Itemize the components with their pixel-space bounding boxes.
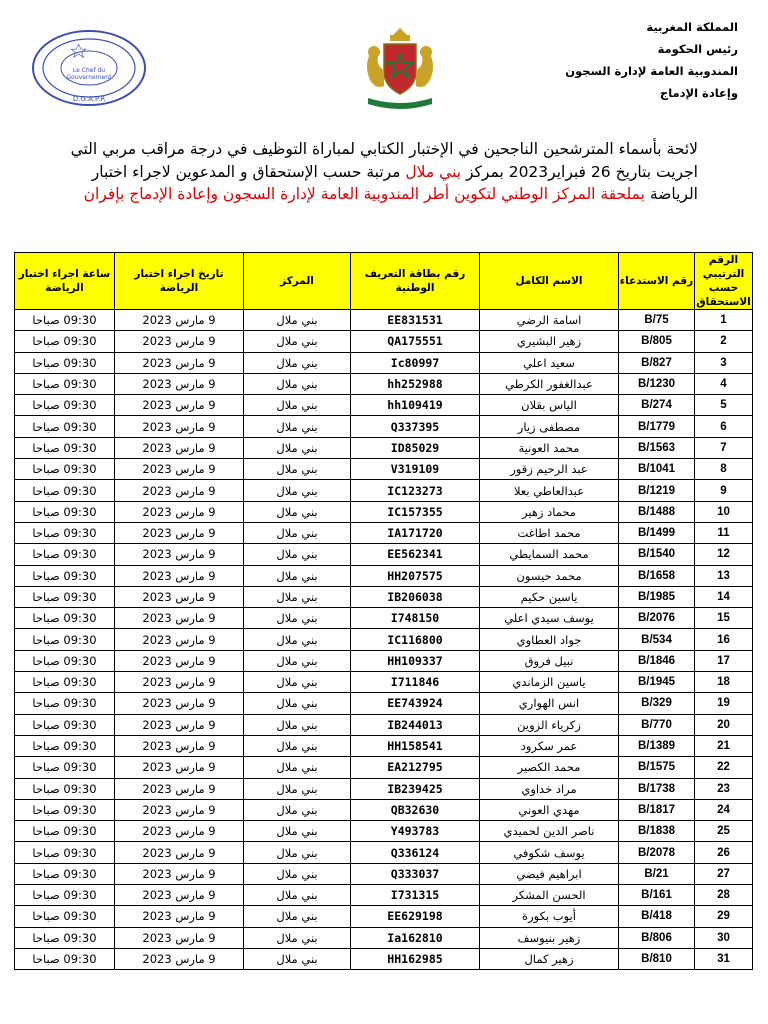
letterhead-line-kingdom: المملكة المغربية [646, 20, 738, 34]
table-row [15, 310, 753, 331]
full-name-cell: نبيل فروق [480, 650, 619, 671]
full-name-cell: مراد خداوي [480, 778, 619, 799]
rank-cell: 30 [695, 927, 753, 948]
title-city: بني ملال [405, 162, 462, 181]
convocation-cell: B/1563 [619, 437, 695, 458]
center-cell: بني ملال [244, 522, 351, 543]
table-row [15, 885, 753, 906]
rank-cell: 20 [695, 714, 753, 735]
full-name-cell: محمد حيسون [480, 565, 619, 586]
table-body [15, 310, 753, 970]
center-cell: بني ملال [244, 778, 351, 799]
full-name-cell: ابراهيم فيضي [480, 863, 619, 884]
cin-cell: V319109 [351, 459, 480, 480]
center-cell: بني ملال [244, 373, 351, 394]
center-cell: بني ملال [244, 735, 351, 756]
center-cell: بني ملال [244, 948, 351, 969]
full-name-cell: زهير كمال [480, 948, 619, 969]
test-date-cell: 9 مارس 2023 [115, 821, 244, 842]
test-time-cell: 09:30 صباحا [15, 842, 115, 863]
convocation-cell: B/1488 [619, 501, 695, 522]
test-date-cell: 9 مارس 2023 [115, 735, 244, 756]
ministry-letterhead [528, 16, 738, 104]
center-cell: بني ملال [244, 480, 351, 501]
test-date-cell: 9 مارس 2023 [115, 522, 244, 543]
test-time-cell: 09:30 صباحا [15, 927, 115, 948]
cin-cell: Ic80997 [351, 352, 480, 373]
test-time-cell: 09:30 صباحا [15, 608, 115, 629]
letterhead-line-reintegration: وإعادة الإدماج [659, 86, 738, 100]
rank-cell: 17 [695, 650, 753, 671]
test-date-cell: 9 مارس 2023 [115, 395, 244, 416]
convocation-cell: B/805 [619, 331, 695, 352]
header-test-time: ساعة اجراء اختبار الرياضة [15, 253, 115, 310]
cin-cell: I711846 [351, 672, 480, 693]
center-cell: بني ملال [244, 310, 351, 331]
svg-text:Gouvernement: Gouvernement [66, 74, 112, 81]
rank-cell: 4 [695, 373, 753, 394]
test-time-cell: 09:30 صباحا [15, 544, 115, 565]
test-time-cell: 09:30 صباحا [15, 395, 115, 416]
test-time-cell: 09:30 صباحا [15, 437, 115, 458]
test-time-cell: 09:30 صباحا [15, 735, 115, 756]
test-date-cell: 9 مارس 2023 [115, 416, 244, 437]
test-time-cell: 09:30 صباحا [15, 672, 115, 693]
table-row [15, 629, 753, 650]
table-row [15, 608, 753, 629]
rank-cell: 7 [695, 437, 753, 458]
center-cell: بني ملال [244, 501, 351, 522]
full-name-cell: عمر سكرود [480, 735, 619, 756]
test-time-cell: 09:30 صباحا [15, 331, 115, 352]
convocation-cell: B/770 [619, 714, 695, 735]
test-date-cell: 9 مارس 2023 [115, 778, 244, 799]
header-center: المركز [244, 253, 351, 310]
full-name-cell: محمد اطاغت [480, 522, 619, 543]
center-cell: بني ملال [244, 821, 351, 842]
convocation-cell: B/1575 [619, 757, 695, 778]
test-date-cell: 9 مارس 2023 [115, 799, 244, 820]
convocation-cell: B/1838 [619, 821, 695, 842]
rank-cell: 11 [695, 522, 753, 543]
convocation-cell: B/1540 [619, 544, 695, 565]
convocation-cell: B/1389 [619, 735, 695, 756]
test-time-cell: 09:30 صباحا [15, 650, 115, 671]
document-header [0, 0, 768, 130]
table-row [15, 565, 753, 586]
title-text-part1: لائحة بأسماء المترشحين الناجحين في الإختبار الكتابي لمباراة التوظيف في درجة مراقب مربي التي اجريت بتاريخ 26 فبراير2023 بمركز [70, 140, 698, 181]
table-row [15, 948, 753, 969]
table-row [15, 373, 753, 394]
center-cell: بني ملال [244, 693, 351, 714]
table-row [15, 778, 753, 799]
cin-cell: QA175551 [351, 331, 480, 352]
cin-cell: hh109419 [351, 395, 480, 416]
convocation-cell: B/1817 [619, 799, 695, 820]
test-date-cell: 9 مارس 2023 [115, 331, 244, 352]
center-cell: بني ملال [244, 757, 351, 778]
convocation-cell: B/274 [619, 395, 695, 416]
full-name-cell: جواد العطاوي [480, 629, 619, 650]
full-name-cell: محمد السمايطي [480, 544, 619, 565]
cin-cell: IC116800 [351, 629, 480, 650]
table-row [15, 544, 753, 565]
test-time-cell: 09:30 صباحا [15, 501, 115, 522]
convocation-cell: B/1985 [619, 586, 695, 607]
center-cell: بني ملال [244, 863, 351, 884]
convocation-cell: B/418 [619, 906, 695, 927]
test-date-cell: 9 مارس 2023 [115, 948, 244, 969]
header-convocation: رقم الاستدعاء [619, 253, 695, 310]
rank-cell: 27 [695, 863, 753, 884]
test-date-cell: 9 مارس 2023 [115, 501, 244, 522]
full-name-cell: أيوب بكورة [480, 906, 619, 927]
table-row [15, 672, 753, 693]
convocation-cell: B/329 [619, 693, 695, 714]
convocation-cell: B/1499 [619, 522, 695, 543]
center-cell: بني ملال [244, 331, 351, 352]
cin-cell: EA212795 [351, 757, 480, 778]
rank-cell: 24 [695, 799, 753, 820]
rank-cell: 14 [695, 586, 753, 607]
cin-cell: Q337395 [351, 416, 480, 437]
test-time-cell: 09:30 صباحا [15, 586, 115, 607]
cin-cell: I748150 [351, 608, 480, 629]
full-name-cell: الياس بقلان [480, 395, 619, 416]
official-stamp-seal [30, 28, 148, 108]
rank-cell: 22 [695, 757, 753, 778]
table-row [15, 459, 753, 480]
cin-cell: IB206038 [351, 586, 480, 607]
test-date-cell: 9 مارس 2023 [115, 373, 244, 394]
convocation-cell: B/1779 [619, 416, 695, 437]
center-cell: بني ملال [244, 352, 351, 373]
full-name-cell: يوسف سيدي اعلي [480, 608, 619, 629]
header-test-date: تاريخ اجراء اختبار الرياضة [115, 253, 244, 310]
convocation-cell: B/806 [619, 927, 695, 948]
test-date-cell: 9 مارس 2023 [115, 842, 244, 863]
letterhead-line-head-of-government: رئيس الحكومة [657, 42, 738, 56]
header-full-name: الاسم الكامل [480, 253, 619, 310]
table-row [15, 586, 753, 607]
cin-cell: I731315 [351, 885, 480, 906]
convocation-cell: B/1230 [619, 373, 695, 394]
rank-cell: 25 [695, 821, 753, 842]
center-cell: بني ملال [244, 416, 351, 437]
header-rank: الرقم الترتيبي حسب الاستحقاق [696, 254, 751, 308]
test-date-cell: 9 مارس 2023 [115, 586, 244, 607]
test-date-cell: 9 مارس 2023 [115, 629, 244, 650]
table-row [15, 395, 753, 416]
full-name-cell: الحسن المشكر [480, 885, 619, 906]
convocation-cell: B/2078 [619, 842, 695, 863]
cin-cell: EE629198 [351, 906, 480, 927]
convocation-cell: B/1738 [619, 778, 695, 799]
rank-cell: 10 [695, 501, 753, 522]
cin-cell: ID85029 [351, 437, 480, 458]
rank-cell: 12 [695, 544, 753, 565]
rank-cell: 28 [695, 885, 753, 906]
rank-cell: 19 [695, 693, 753, 714]
convocation-cell: B/21 [619, 863, 695, 884]
test-time-cell: 09:30 صباحا [15, 714, 115, 735]
test-time-cell: 09:30 صباحا [15, 310, 115, 331]
cin-cell: EE562341 [351, 544, 480, 565]
convocation-cell: B/810 [619, 948, 695, 969]
test-time-cell: 09:30 صباحا [15, 863, 115, 884]
rank-cell: 16 [695, 629, 753, 650]
rank-cell: 5 [695, 395, 753, 416]
test-date-cell: 9 مارس 2023 [115, 757, 244, 778]
test-time-cell: 09:30 صباحا [15, 948, 115, 969]
table-row [15, 927, 753, 948]
rank-cell: 1 [695, 310, 753, 331]
test-date-cell: 9 مارس 2023 [115, 437, 244, 458]
test-date-cell: 9 مارس 2023 [115, 906, 244, 927]
table-row [15, 522, 753, 543]
full-name-cell: زهير البشيري [480, 331, 619, 352]
svg-text:Le Chef du: Le Chef du [72, 67, 106, 74]
test-date-cell: 9 مارس 2023 [115, 480, 244, 501]
test-time-cell: 09:30 صباحا [15, 352, 115, 373]
full-name-cell: انس الهواري [480, 693, 619, 714]
document-title [40, 138, 698, 206]
test-time-cell: 09:30 صباحا [15, 885, 115, 906]
full-name-cell: مصطفى زيار [480, 416, 619, 437]
full-name-cell: محماد زهير [480, 501, 619, 522]
test-date-cell: 9 مارس 2023 [115, 650, 244, 671]
test-date-cell: 9 مارس 2023 [115, 310, 244, 331]
cin-cell: HH162985 [351, 948, 480, 969]
table-row [15, 352, 753, 373]
rank-cell: 8 [695, 459, 753, 480]
table-row [15, 437, 753, 458]
cin-cell: HH158541 [351, 735, 480, 756]
center-cell: بني ملال [244, 608, 351, 629]
convocation-cell: B/1846 [619, 650, 695, 671]
convocation-cell: B/2076 [619, 608, 695, 629]
test-time-cell: 09:30 صباحا [15, 480, 115, 501]
test-time-cell: 09:30 صباحا [15, 693, 115, 714]
table-row [15, 480, 753, 501]
full-name-cell: عبدالغفور الكرطي [480, 373, 619, 394]
center-cell: بني ملال [244, 714, 351, 735]
table-row [15, 650, 753, 671]
center-cell: بني ملال [244, 395, 351, 416]
table-row [15, 863, 753, 884]
cin-cell: Y493783 [351, 821, 480, 842]
test-date-cell: 9 مارس 2023 [115, 693, 244, 714]
rank-cell: 18 [695, 672, 753, 693]
full-name-cell: مهدي العوني [480, 799, 619, 820]
center-cell: بني ملال [244, 885, 351, 906]
cin-cell: IB244013 [351, 714, 480, 735]
cin-cell: Ia162810 [351, 927, 480, 948]
cin-cell: Q336124 [351, 842, 480, 863]
test-time-cell: 09:30 صباحا [15, 416, 115, 437]
rank-cell: 31 [695, 948, 753, 969]
cin-cell: HH207575 [351, 565, 480, 586]
table-row [15, 842, 753, 863]
full-name-cell: سعيد اعلي [480, 352, 619, 373]
title-text-part2: مرتبة حسب الإستحقاق و المدعوين لاجراء اختبار الرياضة [91, 162, 698, 203]
test-time-cell: 09:30 صباحا [15, 821, 115, 842]
rank-cell: 23 [695, 778, 753, 799]
cin-cell: Q333037 [351, 863, 480, 884]
cin-cell: hh252988 [351, 373, 480, 394]
center-cell: بني ملال [244, 927, 351, 948]
title-location: بملحقة المركز الوطني لتكوين أطر المندوبية العامة لإدارة السجون وإعادة الإدماج بإفران [83, 185, 645, 203]
center-cell: بني ملال [244, 906, 351, 927]
rank-cell: 6 [695, 416, 753, 437]
center-cell: بني ملال [244, 459, 351, 480]
center-cell: بني ملال [244, 799, 351, 820]
convocation-cell: B/534 [619, 629, 695, 650]
test-time-cell: 09:30 صباحا [15, 629, 115, 650]
convocation-cell: B/1945 [619, 672, 695, 693]
full-name-cell: محمد العونية [480, 437, 619, 458]
rank-cell: 9 [695, 480, 753, 501]
test-date-cell: 9 مارس 2023 [115, 352, 244, 373]
table-header-row [15, 253, 753, 310]
rank-cell: 21 [695, 735, 753, 756]
test-time-cell: 09:30 صباحا [15, 757, 115, 778]
test-date-cell: 9 مارس 2023 [115, 608, 244, 629]
center-cell: بني ملال [244, 544, 351, 565]
convocation-cell: B/827 [619, 352, 695, 373]
test-time-cell: 09:30 صباحا [15, 522, 115, 543]
header-cin: رقم بطاقة التعريف الوطنية [351, 253, 480, 310]
table-row [15, 757, 753, 778]
test-time-cell: 09:30 صباحا [15, 459, 115, 480]
table-row [15, 416, 753, 437]
table-row [15, 821, 753, 842]
test-date-cell: 9 مارس 2023 [115, 672, 244, 693]
convocation-cell: B/161 [619, 885, 695, 906]
test-time-cell: 09:30 صباحا [15, 778, 115, 799]
table-row [15, 906, 753, 927]
test-date-cell: 9 مارس 2023 [115, 863, 244, 884]
rank-cell: 13 [695, 565, 753, 586]
cin-cell: EE743924 [351, 693, 480, 714]
cin-cell: IA171720 [351, 522, 480, 543]
cin-cell: QB32630 [351, 799, 480, 820]
center-cell: بني ملال [244, 842, 351, 863]
full-name-cell: ناصر الدين لحميدي [480, 821, 619, 842]
full-name-cell: ياسين حكيم [480, 586, 619, 607]
convocation-cell: B/1041 [619, 459, 695, 480]
table-row [15, 735, 753, 756]
test-time-cell: 09:30 صباحا [15, 565, 115, 586]
table-row [15, 693, 753, 714]
test-date-cell: 9 مارس 2023 [115, 565, 244, 586]
rank-cell: 15 [695, 608, 753, 629]
test-time-cell: 09:30 صباحا [15, 799, 115, 820]
full-name-cell: عبدالعاطي بعلا [480, 480, 619, 501]
cin-cell: IC123273 [351, 480, 480, 501]
full-name-cell: زكرياء الزوين [480, 714, 619, 735]
center-cell: بني ملال [244, 629, 351, 650]
full-name-cell: ياسين الزماندي [480, 672, 619, 693]
center-cell: بني ملال [244, 650, 351, 671]
convocation-cell: B/1219 [619, 480, 695, 501]
full-name-cell: اسامة الرضي [480, 310, 619, 331]
full-name-cell: محمد الكصير [480, 757, 619, 778]
center-cell: بني ملال [244, 565, 351, 586]
test-date-cell: 9 مارس 2023 [115, 885, 244, 906]
rank-cell: 26 [695, 842, 753, 863]
test-time-cell: 09:30 صباحا [15, 906, 115, 927]
rank-cell: 29 [695, 906, 753, 927]
cin-cell: EE831531 [351, 310, 480, 331]
full-name-cell: يوسف شكوفي [480, 842, 619, 863]
cin-cell: IC157355 [351, 501, 480, 522]
moroccan-coat-of-arms-icon [360, 24, 440, 112]
cin-cell: IB239425 [351, 778, 480, 799]
test-time-cell: 09:30 صباحا [15, 373, 115, 394]
full-name-cell: عبد الرحيم زقور [480, 459, 619, 480]
svg-text:D.G.A.P.R: D.G.A.P.R [72, 95, 106, 103]
table-row [15, 331, 753, 352]
test-date-cell: 9 مارس 2023 [115, 459, 244, 480]
test-date-cell: 9 مارس 2023 [115, 927, 244, 948]
cin-cell: HH109337 [351, 650, 480, 671]
test-date-cell: 9 مارس 2023 [115, 544, 244, 565]
center-cell: بني ملال [244, 437, 351, 458]
rank-cell: 2 [695, 331, 753, 352]
rank-cell: 3 [695, 352, 753, 373]
table-row [15, 501, 753, 522]
center-cell: بني ملال [244, 586, 351, 607]
letterhead-line-prison-administration: المندوبية العامة لإدارة السجون [565, 64, 738, 78]
test-date-cell: 9 مارس 2023 [115, 714, 244, 735]
center-cell: بني ملال [244, 672, 351, 693]
table-row [15, 799, 753, 820]
convocation-cell: B/1658 [619, 565, 695, 586]
table-row [15, 714, 753, 735]
candidates-table [14, 252, 753, 970]
full-name-cell: زهير بنيوسف [480, 927, 619, 948]
convocation-cell: B/75 [619, 310, 695, 331]
